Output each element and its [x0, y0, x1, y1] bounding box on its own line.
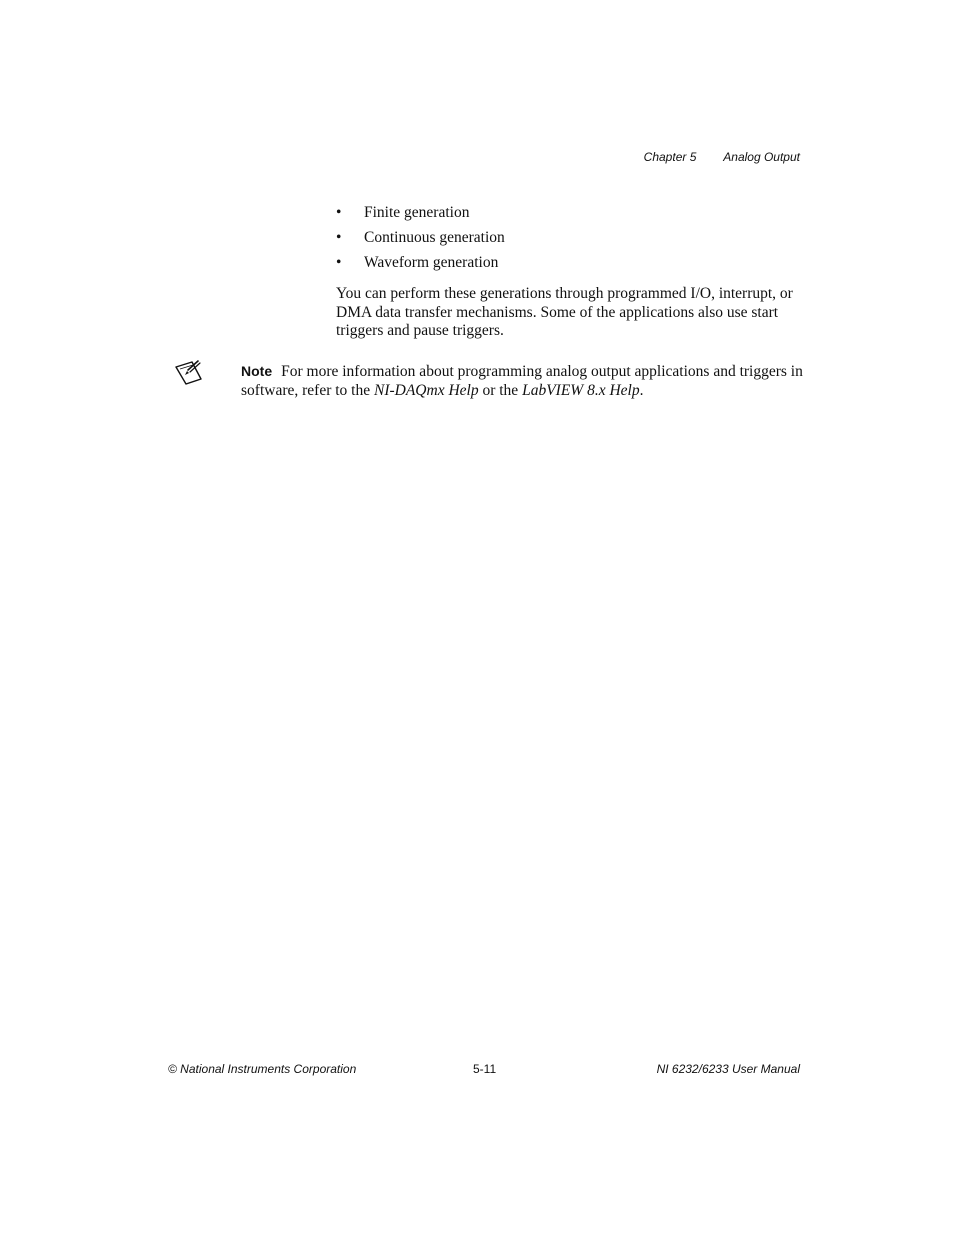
page-number: 5-11 [473, 1062, 497, 1076]
page-footer [168, 1062, 800, 1078]
note-text-middle: or the [478, 382, 523, 399]
footer-copyright: © National Instruments Corporation [168, 1062, 357, 1076]
list-item: • Finite generation [336, 200, 505, 225]
list-item: • Continuous generation [336, 225, 505, 250]
note-block [241, 362, 811, 400]
list-item: • Waveform generation [336, 250, 505, 275]
note-text-before: For more information about programming analog output applications and triggers in software, refer to the [241, 363, 803, 399]
running-header [644, 150, 800, 164]
footer-manual-title: NI 6232/6233 User Manual [656, 1062, 800, 1076]
body-paragraph: You can perform these generations through programmed I/O, interrupt, or DMA data transfer mechanisms. Some of the applications also use start triggers and pause triggers. [336, 285, 793, 339]
note-pencil-icon [174, 359, 204, 387]
ref-labview-help: LabVIEW 8.x Help [522, 382, 640, 399]
note-text-after: . [639, 382, 644, 399]
header-chapter: Chapter 5 [643, 150, 697, 164]
header-section: Analog Output [723, 150, 800, 164]
note-label: Note [241, 363, 273, 379]
ref-nidaqmx-help: NI-DAQmx Help [373, 382, 479, 399]
generation-types-list [336, 200, 505, 275]
